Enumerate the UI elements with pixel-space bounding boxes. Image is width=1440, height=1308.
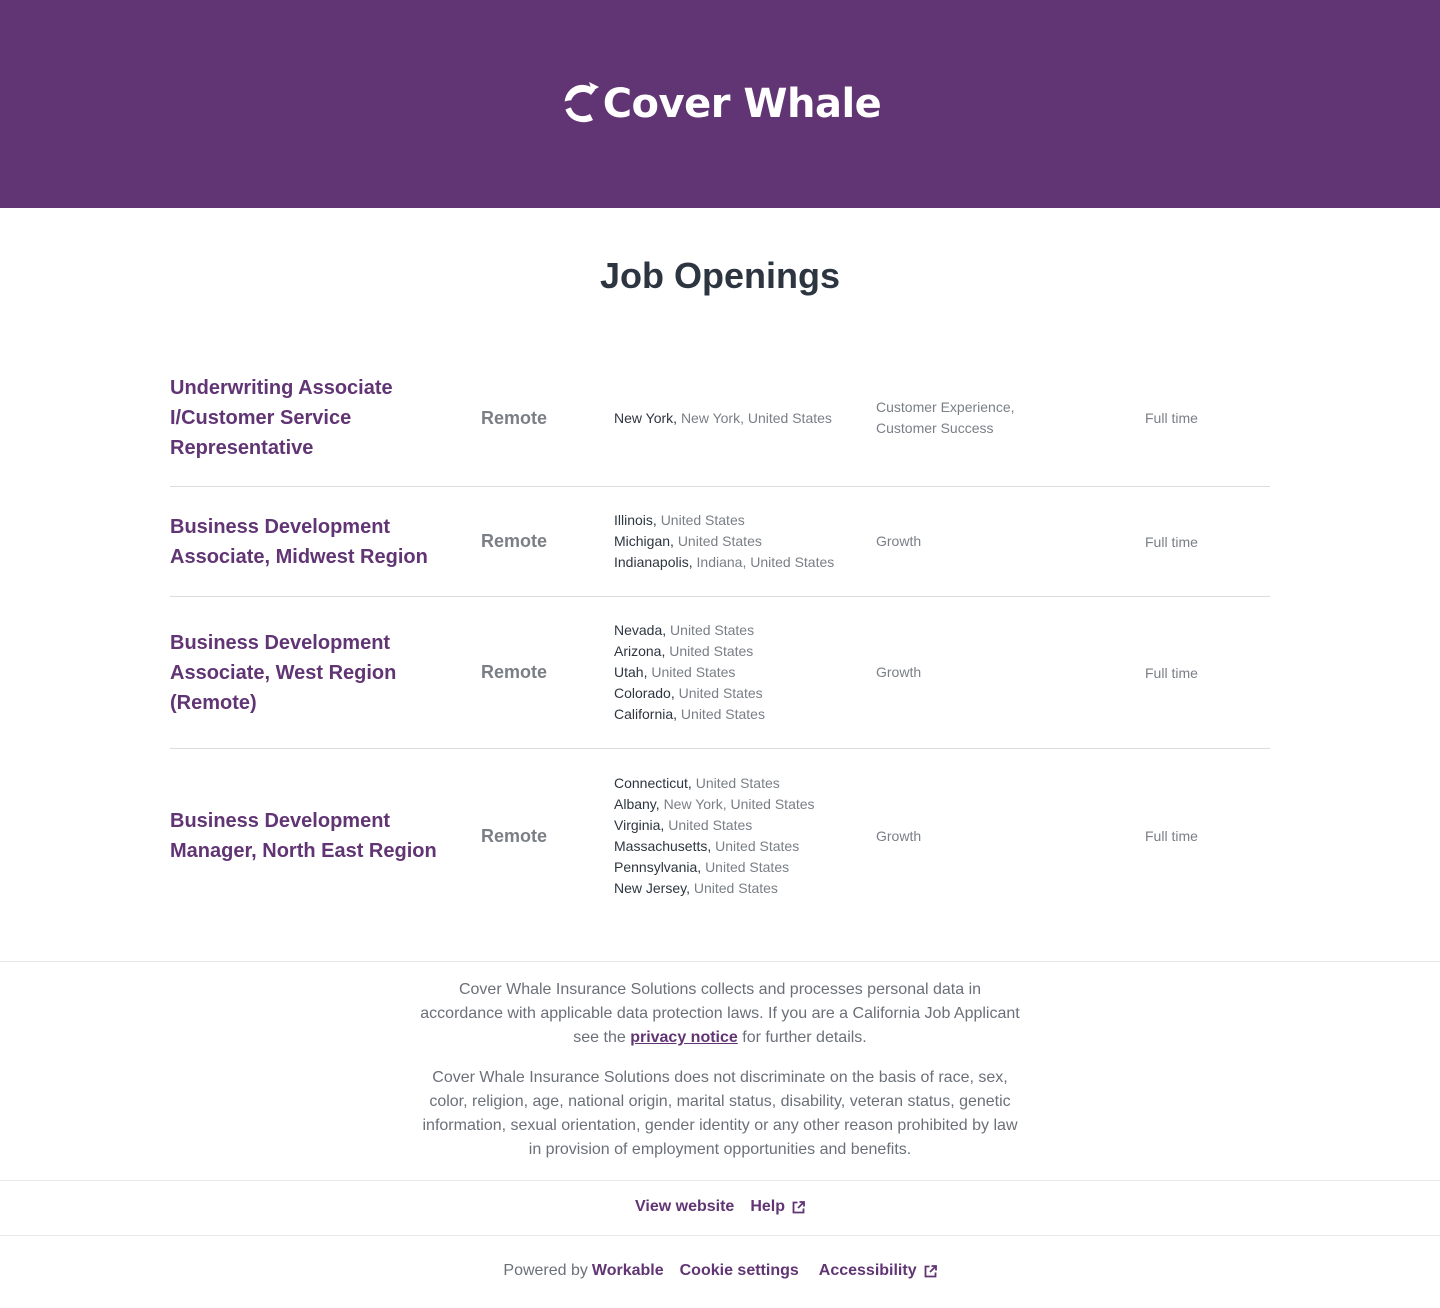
job-title-link[interactable]: Business Development Manager, North East Region: [170, 810, 437, 862]
location-item: Connecticut, United States: [614, 775, 780, 791]
location-item: Indianapolis, Indiana, United States: [614, 554, 835, 570]
job-row: [170, 597, 1270, 749]
location-item: Colorado, United States: [614, 685, 763, 701]
location-item: Pennsylvania, United States: [614, 859, 790, 875]
job-type: Full time: [1145, 533, 1198, 550]
job-locations: [614, 773, 876, 899]
company-links: [0, 1179, 1440, 1236]
hero-header: [0, 0, 1440, 208]
privacy-notice-link[interactable]: privacy notice: [630, 1029, 738, 1046]
location-item: Albany, New York, United States: [614, 796, 815, 812]
location-item: Illinois, United States: [614, 512, 745, 528]
job-title-link[interactable]: Business Development Associate, Midwest Region: [170, 515, 428, 568]
job-title-link[interactable]: Underwriting Associate I/Customer Service Representative: [170, 377, 393, 459]
job-locations: [614, 408, 876, 429]
brand-name: Cover Whale: [602, 81, 882, 127]
location-item: Utah, United States: [614, 664, 736, 680]
brand-logo[interactable]: [559, 81, 882, 127]
job-department: Growth: [876, 533, 922, 549]
job-workplace: Remote: [481, 662, 548, 682]
location-item: Massachusetts, United States: [614, 838, 800, 854]
job-workplace: Remote: [481, 531, 548, 551]
job-workplace: Remote: [481, 407, 548, 428]
job-row: [170, 487, 1270, 597]
job-locations: [614, 510, 876, 573]
help-link[interactable]: Help: [750, 1198, 805, 1216]
location-item: Virginia, United States: [614, 817, 753, 833]
location-item: New York, New York, United States: [614, 409, 832, 426]
powered-by: Powered by Workable: [503, 1262, 664, 1279]
view-website-link[interactable]: View website: [635, 1198, 735, 1215]
page-footer: [0, 1237, 1440, 1305]
job-title-link[interactable]: Business Development Associate, West Region (Remote): [170, 631, 397, 714]
eeo-statement: Cover Whale Insurance Solutions does not discriminate on the basis of race, sex, color, religion, age, national origin, marital status, disability, veteran status, genetic information, sexual orientation, gender identity or any other reason prohibited by law in provision of employment opportunities and benefits.: [422, 1069, 1018, 1158]
location-item: Nevada, United States: [614, 622, 755, 638]
legal-notice: [0, 961, 1440, 1181]
job-department: Customer Experience, Customer Success: [876, 399, 1015, 436]
job-type: Full time: [1145, 410, 1198, 426]
job-row: [170, 350, 1270, 487]
job-type: Full time: [1145, 828, 1198, 844]
job-locations: [614, 620, 876, 725]
job-type: Full time: [1145, 664, 1198, 681]
job-workplace: Remote: [481, 825, 548, 846]
external-link-icon: [924, 1265, 937, 1278]
workable-link[interactable]: Workable: [591, 1262, 664, 1279]
location-item: New Jersey, United States: [614, 880, 778, 896]
location-item: Michigan, United States: [614, 533, 762, 549]
job-department: Growth: [876, 827, 922, 844]
page-title: Job Openings: [599, 255, 840, 296]
job-list: [170, 350, 1270, 923]
whale-c-icon: [559, 81, 603, 127]
external-link-icon: [792, 1201, 805, 1214]
job-department: Growth: [876, 664, 922, 680]
privacy-statement: Cover Whale Insurance Solutions collects and processes personal data in accordance with applicable data protection laws. If you are a California Job Applicant see the privacy notice for further details.: [420, 981, 1020, 1046]
location-item: California, United States: [614, 706, 765, 722]
location-item: Arizona, United States: [614, 643, 754, 659]
cookie-settings-button[interactable]: Cookie settings: [679, 1262, 799, 1279]
accessibility-link[interactable]: Accessibility: [819, 1262, 937, 1280]
job-row: [170, 749, 1270, 923]
